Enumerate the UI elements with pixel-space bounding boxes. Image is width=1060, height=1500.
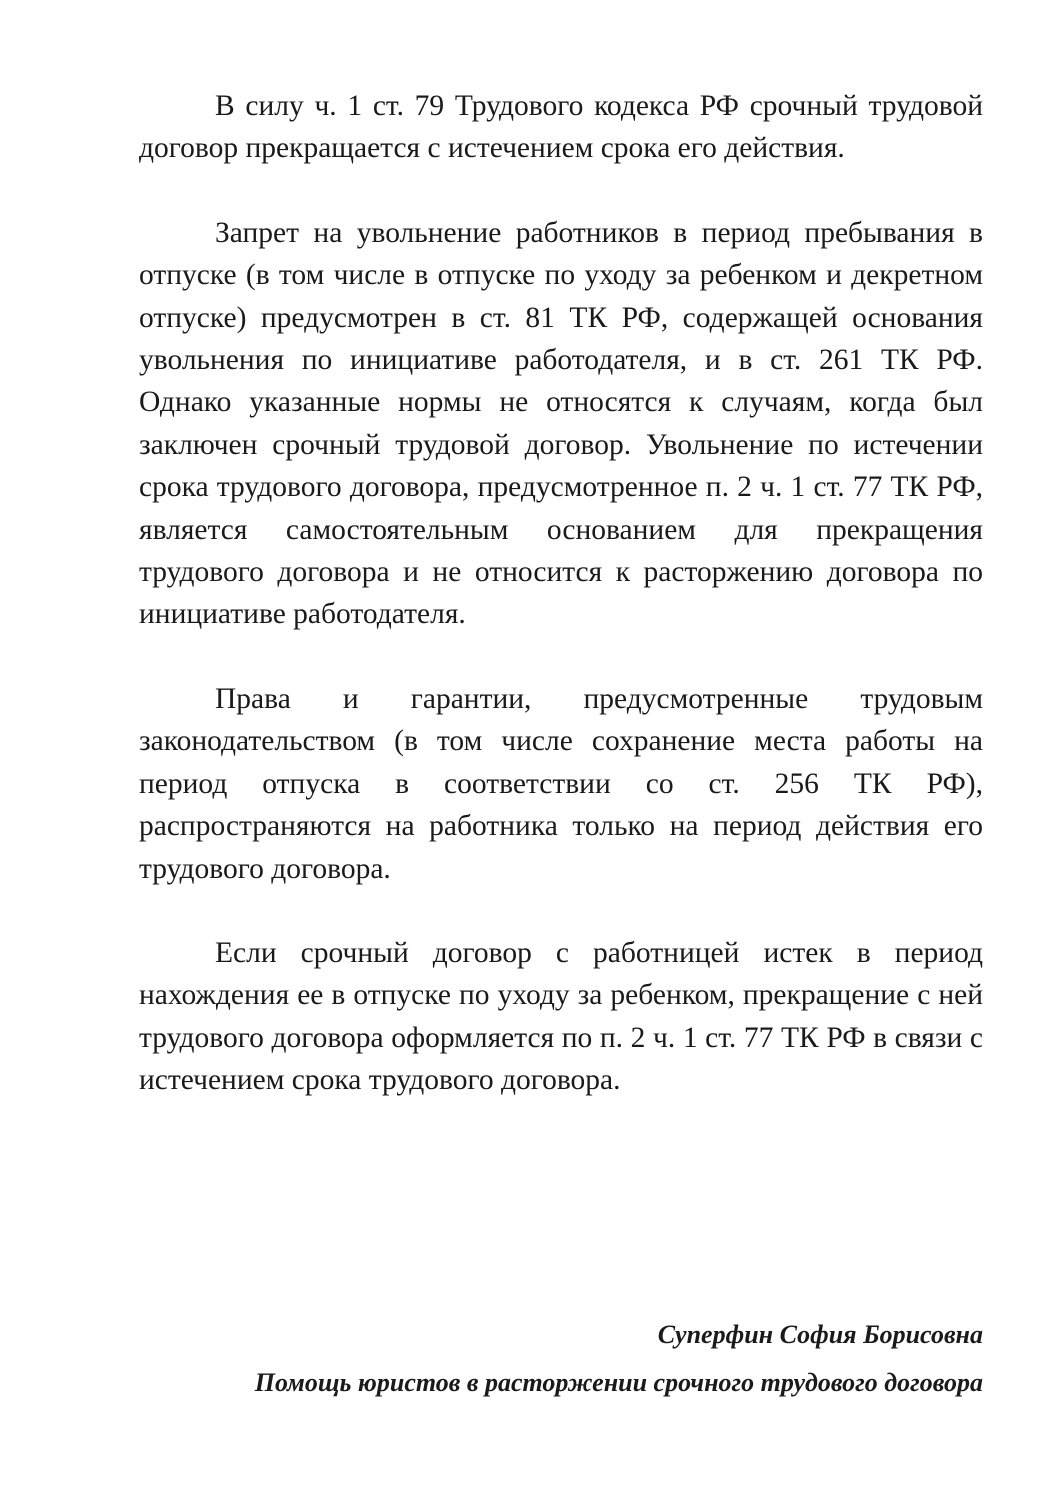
signature-block xyxy=(139,1314,983,1407)
document-body xyxy=(139,85,983,1102)
author-name: Суперфин София Борисовна xyxy=(657,1320,983,1349)
paragraph-4: Если срочный договор с работницей истек в период нахождения ее в отпуске по уходу за ребенком, прекращение с ней трудового договора оформляется по п. 2 ч. 1 ст. 77 ТК РФ в связи с истечением срока трудового договора. xyxy=(139,936,983,1097)
article-title: Помощь юристов в расторжении срочного трудового договора xyxy=(254,1368,983,1397)
paragraph-1: В силу ч. 1 ст. 79 Трудового кодекса РФ срочный трудовой договор прекращается с истечением срока его действия. xyxy=(139,90,983,165)
paragraph-2: Запрет на увольнение работников в период пребывания в отпуске (в том числе в отпуске по уходу за ребенком и декретном отпуске) предусмотрен в ст. 81 ТК РФ, содержащей основания увольнения по инициативе работодателя, и в ст. 261 ТК РФ. Однако указанные нормы не относятся к случаям, когда был заключен срочный трудовой договор. Увольнение по истечении срока трудового договора, предусмотренное п. 2 ч. 1 ст. 77 ТК РФ, является самостоятельным основанием для прекращения трудового договора и не относится к расторжению договора по инициативе работодателя. xyxy=(139,216,983,631)
paragraph-3: Права и гарантии, предусмотренные трудовым законодательством (в том числе сохранение места работы на период отпуска в соответствии со ст. 256 ТК РФ), распространяются на работника только на период действия его трудового договора. xyxy=(139,682,983,885)
